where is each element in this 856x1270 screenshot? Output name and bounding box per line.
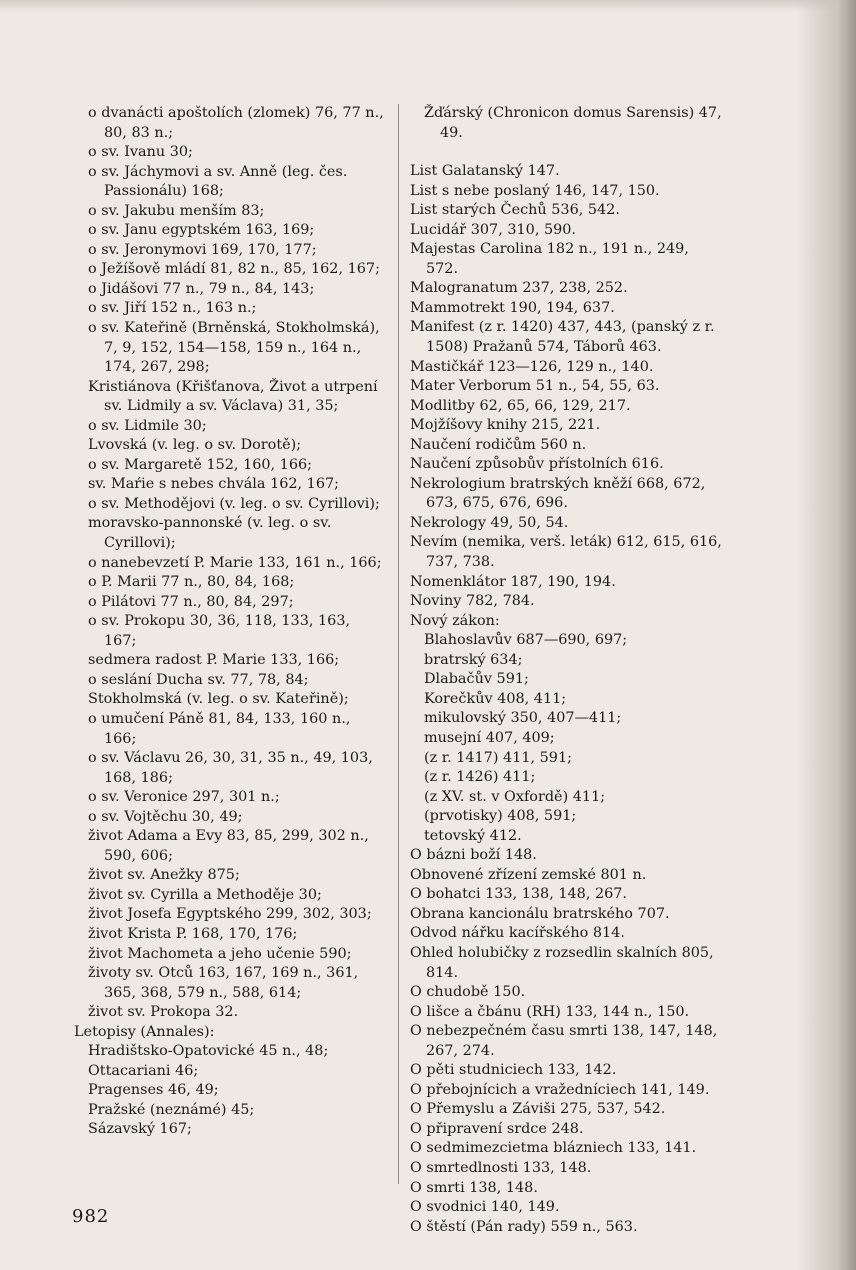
index-subentry: o sv. Veronice 297, 301 n.; [88,789,280,806]
index-subentry: (prvotisky) 408, 591; [424,808,577,825]
index-entry: Mojžíšovy knihy 215, 221. [410,417,601,434]
index-subentry: o sv. Vojtěchu 30, 49; [88,808,243,825]
index-subentry: o P. Marii 77 n., 80, 84, 168; [88,574,295,591]
index-entry: O chudobě 150. [410,984,526,1001]
index-subentry: o sv. Jeronymovi 169, 170, 177; [88,241,317,258]
index-subentry: Lvovská (v. leg. o sv. Dorotě); [88,437,302,454]
index-subentry: život Krista P. 168, 170, 176; [88,925,298,942]
index-subentry: o sv. Jakubu menším 83; [88,202,265,219]
index-subentry: Pragenses 46, 49; [88,1082,219,1099]
index-entry: Modlitby 62, 65, 66, 129, 217. [410,397,631,414]
index-entry: O bázni boží 148. [410,847,537,864]
index-entry: O svodnici 140, 149. [410,1199,560,1216]
index-subentry: životy sv. Otců 163, 167, 169 n., 361, 365, 368, 579 n., 588, 614; [88,965,359,1001]
index-entry: O pěti studniciech 133, 142. [410,1062,617,1079]
index-subentry: život Adama a Evy 83, 85, 299, 302 n., 590, 606; [88,828,369,864]
page-number: 982 [72,1206,110,1227]
index-subentry: o sv. Methodějovi (v. leg. o sv. Cyrillovi); [88,495,380,512]
index-subentry: o sv. Jiří 152 n., 163 n.; [88,300,257,317]
index-entry: Naučení způsobův přístolních 616. [410,456,664,473]
index-subentry: (z r. 1426) 411; [424,769,536,786]
index-subentry: o Jidášovi 77 n., 79 n., 84, 143; [88,280,315,297]
index-entry: O smrtedlnosti 133, 148. [410,1159,592,1176]
index-entry: Nový zákon: [410,612,500,629]
index-subentry: o sv. Kateřině (Brněnská, Stokholmská), 7, 9, 152, 154—158, 159 n., 164 n., 174, 267, 298; [88,320,380,376]
index-subentry: život Josefa Egyptského 299, 302, 303; [88,906,372,923]
index-entry: O lišce a čbánu (RH) 133, 144 n., 150. [410,1003,690,1020]
index-subentry: o sv. Janu egyptském 163, 169; [88,222,315,239]
index-entry: Nomenklátor 187, 190, 194. [410,573,616,590]
index-subentry: bratrský 634; [424,651,523,668]
index-subentry: o sv. Margaretě 152, 160, 166; [88,456,312,473]
index-entry: Lucidář 307, 310, 590. [410,221,577,238]
index-subentry: o Pilátovi 77 n., 80, 84, 297; [88,593,294,610]
index-subentry: Pražské (neznámé) 45; [88,1101,255,1118]
index-subentry: život sv. Cyrilla a Methoděje 30; [88,886,322,903]
index-entry: List starých Čechů 536, 542. [410,202,620,219]
index-subentry: život sv. Prokopa 32. [88,1004,239,1021]
index-subentry: Hradištsko-Opatovické 45 n., 48; [88,1043,329,1060]
index-subentry: sedmera radost P. Marie 133, 166; [88,652,340,669]
index-entry: List Galatanský 147. [410,163,560,180]
index-subentry: o dvanácti apoštolích (zlomek) 76, 77 n., 80, 83 n.; [88,105,384,141]
column-divider [398,104,399,1184]
index-entry: O bohatci 133, 138, 148, 267. [410,886,628,903]
index-entry: O sedmimezcietma blázniech 133, 141. [410,1140,697,1157]
index-entry: Obnovené zřízení zemské 801 n. [410,866,647,883]
index-subentry: o sv. Jáchymovi a sv. Anně (leg. čes. Passionálu) 168; [88,163,348,200]
index-subentry: sv. Maŕie s nebes chvála 162, 167; [88,476,339,493]
index-entry: O smrti 138, 148. [410,1179,538,1196]
index-entry: Noviny 782, 784. [410,593,535,610]
index-subentry: o seslání Ducha sv. 77, 78, 84; [88,671,309,688]
index-entry: Manifest (z r. 1420) 437, 443, (panský z r. 1508) Pražanů 574, Táborů 463. [410,319,715,356]
index-subentry: o Ježíšově mládí 81, 82 n., 85, 162, 167; [88,261,380,278]
index-subentry: Sázavský 167; [88,1121,192,1138]
index-entry: O přebojnícich a vražedníciech 141, 149. [410,1081,710,1098]
index-subentry: o sv. Lidmile 30; [88,417,207,434]
index-subentry: Ottacariani 46; [88,1062,199,1079]
index-entry: Malogranatum 237, 238, 252. [410,280,628,297]
entry-gap [410,143,722,162]
index-entry: Naučení rodičům 560 n. [410,436,587,453]
index-entry: Majestas Carolina 182 n., 191 n., 249, 572. [410,241,689,277]
index-subentry: o umučení Páně 81, 84, 133, 160 n., 166; [88,710,351,747]
page-binding-shadow [796,0,856,1270]
page-top-shadow [0,0,856,12]
index-subentry: o nanebevzetí P. Marie 133, 161 n., 166; [88,554,382,571]
index-subentry: život Machometa a jeho učenie 590; [88,945,352,962]
index-subentry: Dlabačův 591; [424,671,529,688]
index-subentry: Blahoslavův 687—690, 697; [424,632,628,649]
index-subentry: Kristiánova (Křišťanova, Život a utrpení sv. Lidmily a sv. Václava) 31, 35; [88,378,378,415]
index-entry: Mammotrekt 190, 194, 637. [410,299,615,316]
index-entry: O Přemyslu a Záviši 275, 537, 542. [410,1101,666,1118]
index-subentry: Stokholmská (v. leg. o sv. Kateřině); [88,691,349,708]
index-entry: Ohled holubičky z rozsedlin skalních 805, 814. [410,944,714,981]
index-entry: O štěstí (Pán rady) 559 n., 563. [410,1218,638,1235]
index-subentry: mikulovský 350, 407—411; [424,710,622,727]
index-column-right [410,104,722,1237]
index-subentry: (z r. 1417) 411, 591; [424,749,572,766]
index-subentry: o sv. Ivanu 30; [88,144,193,161]
index-subentry: (z XV. st. v Oxfordě) 411; [424,788,606,805]
index-column-left [74,104,386,1140]
index-entry: List s nebe poslaný 146, 147, 150. [410,182,660,199]
index-entry: O připravení srdce 248. [410,1120,584,1137]
index-subentry: o sv. Václavu 26, 30, 31, 35 n., 49, 103, 168, 186; [88,750,373,786]
index-entry: O nebezpečném času smrti 138, 147, 148, 267, 274. [410,1023,718,1059]
index-entry: Nevím (nemika, verš. leták) 612, 615, 616, 737, 738. [410,534,722,571]
index-subentry: moravsko-pannonské (v. leg. o sv. Cyrillovi); [88,515,332,552]
index-entry: Odvod nářku kacířského 814. [410,925,625,942]
index-subentry: tetovský 412. [424,827,522,844]
index-entry: Obrana kancionálu bratrského 707. [410,905,670,922]
index-subentry: o sv. Prokopu 30, 36, 118, 133, 163, 167; [88,613,351,649]
index-subentry: život sv. Anežky 875; [88,867,240,884]
index-entry: Nekrologium bratrských kněží 668, 672, 673, 675, 676, 696. [410,475,706,512]
index-entry: Mastičkář 123—126, 129 n., 140. [410,358,654,375]
index-subentry: musejní 407, 409; [424,729,555,746]
index-entry: Nekrology 49, 50, 54. [410,514,569,531]
index-subentry: Žďárský (Chronicon domus Sarensis) 47, 49. [424,105,722,141]
index-entry: Mater Verborum 51 n., 54, 55, 63. [410,378,660,395]
index-subentry: Korečkův 408, 411; [424,690,567,707]
index-entry: Letopisy (Annales): [74,1023,215,1040]
